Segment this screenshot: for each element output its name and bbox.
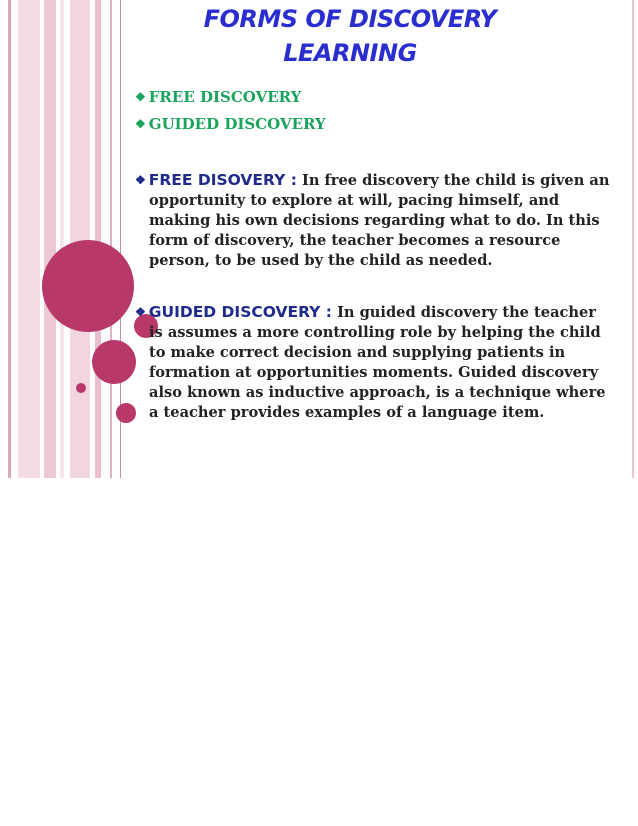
- decor-stripe: [110, 0, 112, 478]
- diamond-bullet-icon: ❖: [135, 90, 146, 104]
- decor-circle-medium: [92, 340, 136, 384]
- bullet-guided-discovery: ❖ GUIDED DISCOVERY: [135, 115, 326, 133]
- decor-stripe: [95, 0, 101, 478]
- guided-discovery-heading: GUIDED DISCOVERY :: [148, 303, 332, 321]
- decor-stripe: [44, 0, 56, 478]
- decor-stripe: [60, 0, 64, 478]
- decor-stripe: [8, 0, 11, 478]
- decor-stripe: [70, 0, 90, 478]
- free-discovery-paragraph: [135, 170, 613, 271]
- title-line-1: FORMS OF DISCOVERY: [203, 5, 497, 33]
- guided-discovery-text: In guided discovery the teacher is assumes a more controlling role by helping the child to make correct decision and supplying patients in formation at opportunities moments. Guided discovery also known as inductive approach, is a technique where a teacher provides examples of a language item.: [149, 304, 606, 421]
- decor-circle-dot: [76, 383, 86, 393]
- diamond-bullet-icon: ❖: [135, 173, 146, 187]
- diamond-bullet-icon: ❖: [135, 305, 146, 319]
- guided-discovery-paragraph: [135, 302, 613, 423]
- free-discovery-heading: FREE DISOVERY :: [148, 171, 297, 189]
- decor-circle-small-2: [116, 403, 136, 423]
- slide-title: [160, 2, 540, 70]
- decor-circle-large: [42, 240, 134, 332]
- decor-right-edge: [632, 0, 634, 478]
- bullet-free-discovery: ❖ FREE DISCOVERY: [135, 88, 302, 106]
- free-discovery-text: In free discovery the child is given an opportunity to explore at will, pacing himself, and making his own decisions regarding what to do. In this form of discovery, the teacher becomes a resource person, to be used by the child as needed.: [149, 172, 610, 269]
- decor-stripe: [18, 0, 40, 478]
- diamond-bullet-icon: ❖: [135, 117, 146, 131]
- title-line-2: LEARNING: [283, 39, 417, 67]
